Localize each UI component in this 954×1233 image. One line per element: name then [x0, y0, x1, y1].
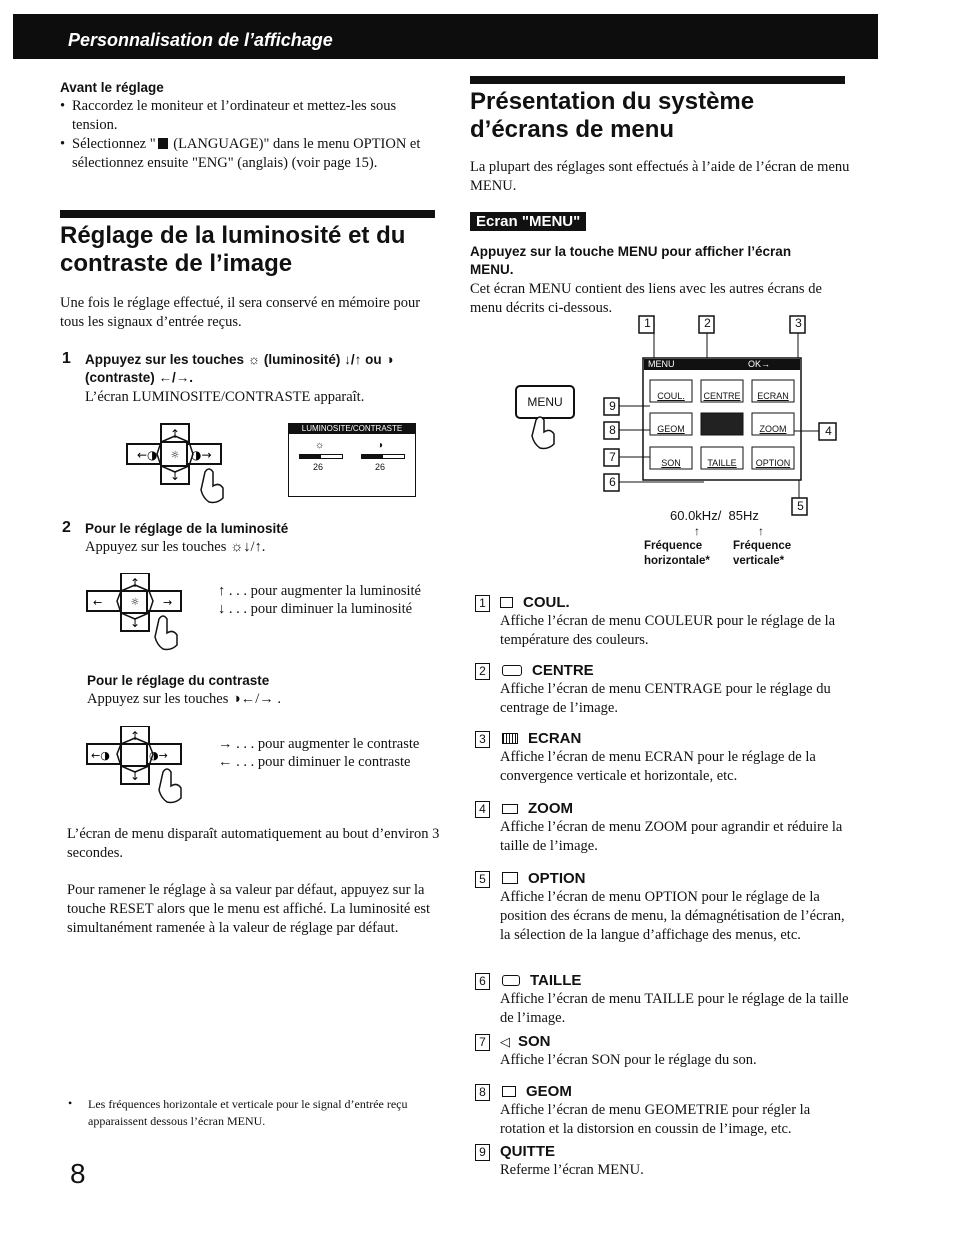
item-title: CENTRE — [532, 662, 594, 679]
cell-coul: COUL. — [657, 391, 685, 401]
step1-title: Appuyez sur les touches ☼ (luminosité) ↓/↑ ou ◑ (contraste) ←/→. — [85, 352, 394, 385]
freq-v-label: Fréquence verticale* — [733, 540, 792, 567]
section-title-luminosite: Réglage de la luminosité et du contraste de l’image — [60, 222, 406, 277]
menu-button-label: MENU — [527, 395, 563, 409]
menu-sub-title: Appuyez sur la touche MENU pour afficher l’écran MENU. — [470, 244, 792, 277]
brightness-value: 26 — [313, 462, 324, 472]
section-rule-left — [60, 210, 435, 218]
freq-h-label: Fréquence horizontale* — [644, 540, 710, 567]
speaker-icon: ◁ — [500, 1034, 510, 1049]
callout-4: 4 — [825, 424, 832, 438]
item-number: 1 — [475, 595, 490, 612]
menu-diagram — [508, 312, 848, 522]
before-item-2-a: Sélectionnez " — [72, 136, 156, 152]
callout-1: 1 — [644, 316, 651, 330]
reset-text: Pour ramener le réglage à sa valeur par défaut, appuyez sur la touche RESET alors que le menu est affiché. La luminosité est simultanément ramenée à la valeur de réglage par défaut. — [67, 882, 431, 936]
osd-exit-label: OK→ — [748, 359, 771, 369]
item-desc: Affiche l’écran de menu ZOOM pour agrandir et réduire la taille de l’image. — [500, 819, 843, 854]
item-number: 2 — [475, 663, 490, 680]
item-number: 9 — [475, 1144, 490, 1161]
item-number: 4 — [475, 801, 490, 818]
brightness-icon: ☼ — [315, 440, 325, 451]
menu-intro: La plupart des réglages sont effectués à l’aide de l’écran de menu MENU. — [470, 159, 850, 194]
svg-text:◑→: ◑→ — [149, 749, 168, 762]
control-pad-icon-2 — [85, 573, 205, 655]
freq-v-arrow-icon: ↑ — [758, 524, 764, 538]
control-pad-icon — [125, 422, 245, 504]
luminosite-intro: Une fois le réglage effectué, il sera conservé en mémoire pour tous les signaux d’entrée reçus. — [60, 295, 421, 330]
svg-text:→: → — [163, 596, 173, 609]
menu-item — [475, 594, 855, 662]
item-desc: Affiche l’écran de menu OPTION pour le réglage de la position des écrans de menu, la démagnétisation de l’écran, la sélection de la langue d’affichage des menus, etc. — [500, 889, 845, 943]
item-title: COUL. — [523, 594, 570, 611]
callout-5: 5 — [797, 499, 804, 513]
item-title: SON — [518, 1033, 551, 1050]
callout-3: 3 — [795, 316, 802, 330]
menu-item — [475, 730, 855, 800]
osd-luminosite-contraste — [288, 423, 416, 497]
cell-ecran: ECRAN — [757, 391, 789, 401]
callout-8: 8 — [609, 423, 616, 437]
cell-son: SON — [661, 458, 681, 468]
contrast-bar — [361, 454, 405, 459]
item-title: OPTION — [528, 870, 586, 887]
footnote-mark: • — [68, 1096, 73, 1110]
callout-6: 6 — [609, 475, 616, 489]
item-desc: Affiche l’écran de menu CENTRAGE pour le réglage du centrage de l’image. — [500, 681, 831, 716]
svg-text:↓: ↓ — [169, 469, 181, 483]
menu-item — [475, 662, 855, 730]
svg-text:↓: ↓ — [129, 769, 141, 783]
cell-taille: TAILLE — [707, 458, 737, 468]
item-number: 8 — [475, 1084, 490, 1101]
svg-text:☼: ☼ — [170, 450, 180, 461]
callout-2: 2 — [704, 316, 711, 330]
step2-body: Appuyez sur les touches ☼↓/↑. — [85, 539, 266, 555]
item-desc: Affiche l’écran de menu COULEUR pour le réglage de la température des couleurs. — [500, 613, 836, 648]
menu-item — [475, 800, 855, 870]
svg-text:←: ← — [93, 596, 103, 609]
svg-text:↑: ↑ — [169, 427, 181, 441]
item-number: 7 — [475, 1034, 490, 1051]
cell-centre: CENTRE — [703, 391, 741, 401]
brightness-bar — [299, 454, 343, 459]
lum-up-text: ↑ . . . pour augmenter la luminosité — [218, 583, 421, 599]
page-number: 8 — [70, 1158, 86, 1189]
contrast-body: Appuyez sur les touches ◑←/→ . — [87, 691, 282, 707]
item-desc: Affiche l’écran de menu ECRAN pour le réglage de la convergence verticale et horizontale, etc. — [500, 749, 816, 784]
item-title: TAILLE — [530, 972, 582, 989]
item-title: ECRAN — [528, 730, 582, 747]
svg-text:←◑: ←◑ — [91, 749, 110, 762]
header-title: Personnalisation de l’affichage — [68, 30, 333, 50]
option-icon — [502, 872, 518, 884]
item-desc: Referme l’écran MENU. — [500, 1162, 644, 1178]
step1-body: L’écran LUMINOSITE/CONTRASTE apparaît. — [85, 389, 365, 405]
item-number: 5 — [475, 871, 490, 888]
before-item-2-b: (LANGUAGE)" dans le menu OPTION et sélectionnez ensuite "ENG" (anglais) (voir page 15). — [72, 136, 421, 171]
cell-zoom: ZOOM — [759, 424, 787, 434]
svg-text:↑: ↑ — [129, 576, 141, 590]
svg-text:↓: ↓ — [129, 616, 141, 630]
ecran-icon — [502, 733, 518, 744]
before-item-1: • Raccordez le moniteur et l’ordinateur et mettez-les sous tension. — [60, 97, 432, 135]
item-desc: Affiche l’écran de menu TAILLE pour le réglage de la taille de l’image. — [500, 991, 849, 1026]
cell-option: OPTION — [755, 458, 791, 468]
zoom-icon — [502, 804, 518, 814]
contrast-down-text: ← . . . pour diminuer le contraste — [218, 754, 411, 770]
step2-number: 2 — [62, 519, 71, 536]
step2-title: Pour le réglage de la luminosité — [85, 521, 289, 536]
menu-item — [475, 1143, 855, 1183]
taille-icon — [502, 975, 520, 986]
menu-item — [475, 972, 855, 1033]
lum-down-text: ↓ . . . pour diminuer la luminosité — [218, 601, 413, 617]
svg-text:☼: ☼ — [130, 597, 140, 608]
item-desc: Affiche l’écran de menu GEOMETRIE pour régler la rotation et la distorsion en coussin de l’image, etc. — [500, 1102, 811, 1137]
svg-text:◑→: ◑→ — [191, 448, 212, 462]
centre-icon — [502, 665, 522, 676]
item-title: ZOOM — [528, 800, 573, 817]
before-list — [60, 97, 432, 173]
menu-items-list — [475, 594, 855, 1183]
ecran-menu-tab: Ecran "MENU" — [470, 212, 586, 231]
callout-7: 7 — [609, 450, 616, 464]
section-title-menu: Présentation du système d’écrans de menu — [470, 88, 755, 143]
menu-item — [475, 1033, 855, 1083]
svg-text:↑: ↑ — [129, 729, 141, 743]
menu-sub-body: Cet écran MENU contient des liens avec les autres écrans de menu décrits ci-dessous. — [470, 281, 822, 316]
before-title: Avant le réglage — [60, 80, 164, 95]
section-rule-right — [470, 76, 845, 84]
menu-timeout-text: L’écran de menu disparaît automatiquement au bout d’environ 3 secondes. — [67, 826, 440, 861]
freq-h-arrow-icon: ↑ — [694, 524, 700, 538]
osd-menu-title: MENU — [648, 359, 675, 369]
step1-number: 1 — [62, 350, 71, 367]
item-number: 6 — [475, 973, 490, 990]
contrast-title: Pour le réglage du contraste — [87, 673, 270, 688]
before-item-2 — [60, 135, 432, 173]
geom-icon — [502, 1086, 516, 1097]
menu-item — [475, 870, 855, 972]
callout-9: 9 — [609, 399, 616, 413]
color-icon — [500, 597, 513, 608]
language-icon — [158, 138, 168, 149]
footnote: Les fréquences horizontale et verticale pour le signal d’entrée reçu apparaissent dessous l’écran MENU. — [88, 1097, 408, 1128]
contrast-up-text: → . . . pour augmenter le contraste — [218, 736, 420, 752]
menu-item — [475, 1083, 855, 1143]
item-title: QUITTE — [500, 1143, 555, 1160]
svg-text:←◑: ←◑ — [137, 448, 158, 462]
item-title: GEOM — [526, 1083, 572, 1100]
contrast-icon: ◑ — [377, 440, 384, 451]
contrast-value: 26 — [375, 462, 386, 472]
cell-geom: GEOM — [657, 424, 685, 434]
osd-lum-title: LUMINOSITE/CONTRASTE — [289, 424, 415, 434]
item-desc: Affiche l’écran SON pour le réglage du son. — [500, 1052, 757, 1068]
control-pad-icon-3 — [85, 726, 205, 808]
frequency-readout: 60.0kHz/ 85Hz — [670, 508, 759, 523]
item-number: 3 — [475, 731, 490, 748]
